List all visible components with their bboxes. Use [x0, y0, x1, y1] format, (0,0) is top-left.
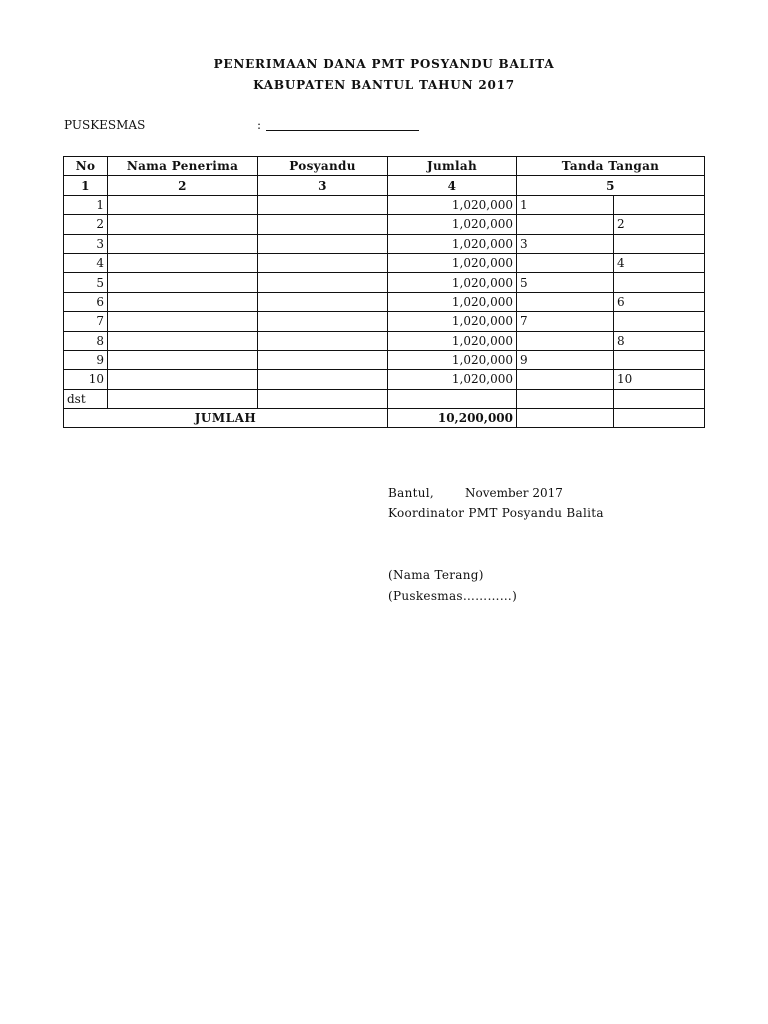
row-signature-right [614, 350, 705, 369]
table-header-row [64, 157, 705, 176]
table-row [64, 195, 705, 214]
table-row [64, 312, 705, 331]
dst-cell: dst [64, 389, 108, 408]
puskesmas-label: PUSKESMAS [64, 118, 146, 132]
row-signature-left [517, 292, 614, 311]
row-posyandu [258, 292, 388, 311]
table-row [64, 350, 705, 369]
row-amount: 1,020,000 [388, 215, 517, 234]
row-amount: 1,020,000 [388, 234, 517, 253]
row-nama-penerima [108, 292, 258, 311]
signature-date: November 2017 [465, 486, 563, 500]
table-row [64, 292, 705, 311]
table-row [64, 234, 705, 253]
signature-place: Bantul, [388, 486, 435, 500]
row-number: 4 [64, 253, 108, 272]
table-row [64, 253, 705, 272]
total-amount: 10,200,000 [388, 409, 517, 428]
col-index-5: 5 [517, 176, 705, 195]
document-title-line2: KABUPATEN BANTUL TAHUN 2017 [253, 78, 515, 92]
row-nama-penerima [108, 350, 258, 369]
row-nama-penerima [108, 331, 258, 350]
row-posyandu [258, 312, 388, 331]
table-cell [258, 389, 388, 408]
col-header-nama-penerima: Nama Penerima [108, 157, 258, 176]
row-number: 10 [64, 370, 108, 389]
row-signature-right: 8 [614, 331, 705, 350]
row-number: 1 [64, 195, 108, 214]
puskesmas-colon: : [257, 118, 262, 132]
table-cell [388, 389, 517, 408]
table-row-dst [64, 389, 705, 408]
document-title-line1: PENERIMAAN DANA PMT POSYANDU BALITA [213, 57, 555, 71]
row-number: 3 [64, 234, 108, 253]
row-nama-penerima [108, 215, 258, 234]
col-index-2: 2 [108, 176, 258, 195]
table-index-row [64, 176, 705, 195]
row-amount: 1,020,000 [388, 273, 517, 292]
recipient-table [63, 156, 705, 428]
row-signature-left: 7 [517, 312, 614, 331]
row-nama-penerima [108, 273, 258, 292]
signature-role: Koordinator PMT Posyandu Balita [388, 506, 604, 520]
puskesmas-fill-line [266, 130, 419, 131]
row-amount: 1,020,000 [388, 195, 517, 214]
row-signature-left: 5 [517, 273, 614, 292]
row-amount: 1,020,000 [388, 292, 517, 311]
col-header-posyandu: Posyandu [258, 157, 388, 176]
row-signature-left [517, 253, 614, 272]
table-total-row [64, 409, 705, 428]
row-posyandu [258, 253, 388, 272]
total-label: JUMLAH [64, 409, 388, 428]
row-posyandu [258, 331, 388, 350]
table-cell [517, 409, 614, 428]
row-posyandu [258, 215, 388, 234]
row-signature-left [517, 215, 614, 234]
row-posyandu [258, 234, 388, 253]
row-number: 7 [64, 312, 108, 331]
row-nama-penerima [108, 253, 258, 272]
col-index-3: 3 [258, 176, 388, 195]
row-signature-right [614, 312, 705, 331]
signature-name: (Nama Terang) [388, 568, 484, 582]
signature-puskesmas: (Puskesmas…………) [388, 589, 518, 603]
row-posyandu [258, 370, 388, 389]
row-nama-penerima [108, 195, 258, 214]
row-number: 2 [64, 215, 108, 234]
row-signature-right [614, 195, 705, 214]
row-number: 6 [64, 292, 108, 311]
table-row [64, 331, 705, 350]
table-row [64, 370, 705, 389]
row-number: 9 [64, 350, 108, 369]
row-signature-right [614, 273, 705, 292]
row-signature-right: 4 [614, 253, 705, 272]
row-amount: 1,020,000 [388, 253, 517, 272]
row-amount: 1,020,000 [388, 370, 517, 389]
col-header-no: No [64, 157, 108, 176]
row-number: 8 [64, 331, 108, 350]
row-signature-right: 6 [614, 292, 705, 311]
row-number: 5 [64, 273, 108, 292]
col-index-4: 4 [388, 176, 517, 195]
row-signature-left [517, 370, 614, 389]
row-signature-left: 1 [517, 195, 614, 214]
table-cell [614, 409, 705, 428]
table-row [64, 215, 705, 234]
row-posyandu [258, 195, 388, 214]
row-signature-right: 2 [614, 215, 705, 234]
table-cell [517, 389, 614, 408]
row-posyandu [258, 350, 388, 369]
col-index-1: 1 [64, 176, 108, 195]
table-row [64, 273, 705, 292]
col-header-tanda-tangan: Tanda Tangan [517, 157, 705, 176]
row-posyandu [258, 273, 388, 292]
row-signature-left: 9 [517, 350, 614, 369]
row-signature-right [614, 234, 705, 253]
row-nama-penerima [108, 312, 258, 331]
table-cell [108, 389, 258, 408]
row-amount: 1,020,000 [388, 312, 517, 331]
row-signature-left: 3 [517, 234, 614, 253]
row-signature-right: 10 [614, 370, 705, 389]
row-signature-left [517, 331, 614, 350]
row-nama-penerima [108, 370, 258, 389]
row-amount: 1,020,000 [388, 331, 517, 350]
row-amount: 1,020,000 [388, 350, 517, 369]
table-cell [614, 389, 705, 408]
col-header-jumlah: Jumlah [388, 157, 517, 176]
row-nama-penerima [108, 234, 258, 253]
